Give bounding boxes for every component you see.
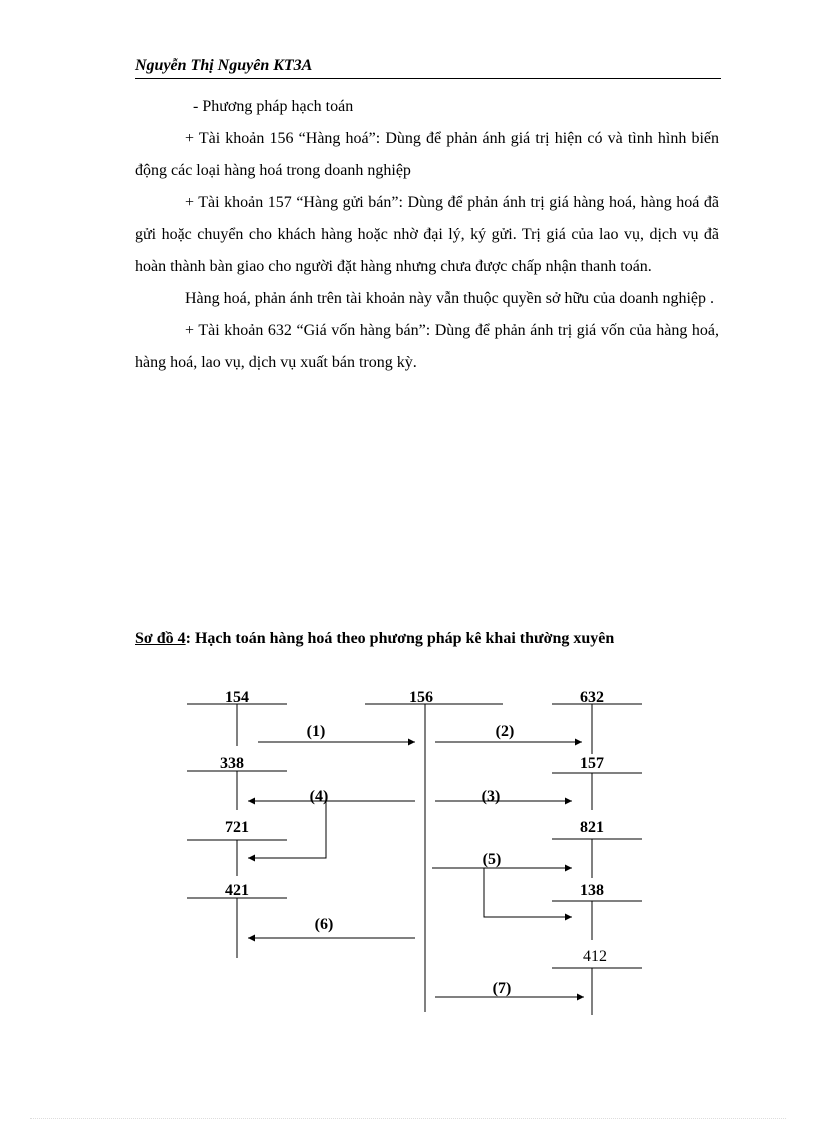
label-154: 154 <box>225 689 249 706</box>
label-821: 821 <box>580 819 604 836</box>
paragraph-account-157: + Tài khoản 157 “Hàng gửi bán”: Dùng để phản ánh trị giá hàng hoá, hàng hoá đã gửi hoặc chuyển cho khách hàng hoặc nhờ đại lý, ký gửi. Trị giá của lao vụ, dịch vụ đã hoàn thành bàn giao cho người đặt hàng nhưng chưa được chấp nhận thanh toán. <box>135 194 719 275</box>
label-412: 412 <box>583 948 607 965</box>
flow-label-3: (3) <box>481 788 501 805</box>
flow-label-7: (7) <box>492 980 512 997</box>
diagram-caption-label: Sơ đồ 4 <box>135 630 186 647</box>
paragraph-method: - Phương pháp hạch toán <box>193 98 354 115</box>
arrow-5-to-138 <box>484 868 572 917</box>
flow-label-6: (6) <box>314 916 334 933</box>
page-bottom-divider <box>30 1118 786 1119</box>
label-632: 632 <box>580 689 604 706</box>
flow-label-1: (1) <box>306 723 326 740</box>
arrow-4-to-721 <box>248 801 326 858</box>
label-338: 338 <box>220 755 244 772</box>
diagram-caption-text: : Hạch toán hàng hoá theo phương pháp kê khai thường xuyên <box>185 630 615 647</box>
label-421: 421 <box>225 882 249 899</box>
flow-label-5: (5) <box>482 851 502 868</box>
label-156: 156 <box>409 689 433 706</box>
paragraph-account-156: + Tài khoản 156 “Hàng hoá”: Dùng để phản ánh giá trị hiện có và tình hình biến động các loại hàng hoá trong doanh nghiệp <box>135 130 719 179</box>
label-157: 157 <box>580 755 604 772</box>
label-721: 721 <box>225 819 249 836</box>
flow-label-4: (4) <box>309 788 329 805</box>
paragraph-account-632: + Tài khoản 632 “Giá vốn hàng bán”: Dùng để phản ánh trị giá vốn của hàng hoá, hàng hoá, lao vụ, dịch vụ xuất bán trong kỳ. <box>135 322 719 371</box>
label-138: 138 <box>580 882 604 899</box>
paragraph-ownership: Hàng hoá, phản ánh trên tài khoản này vẫn thuộc quyền sở hữu của doanh nghiệp . <box>185 290 714 307</box>
flow-label-2: (2) <box>495 723 515 740</box>
header-title: Nguyễn Thị Nguyên KT3A <box>135 57 313 74</box>
